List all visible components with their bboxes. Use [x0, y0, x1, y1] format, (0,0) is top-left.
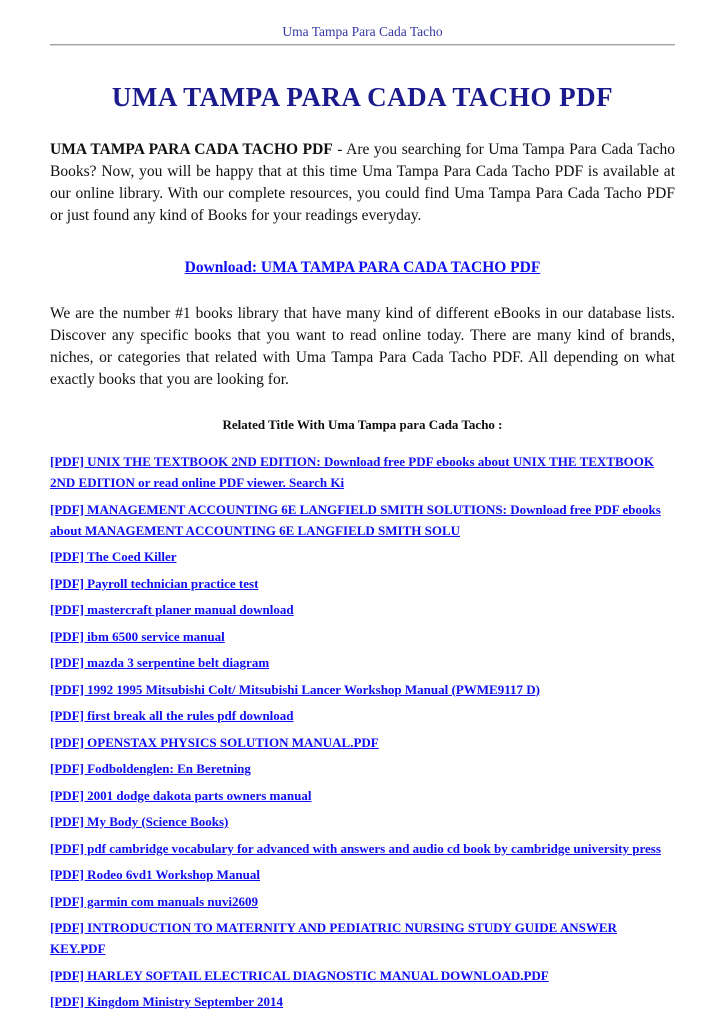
- related-pdf-link[interactable]: [PDF] The Coed Killer: [50, 549, 177, 564]
- intro-lead-rest: - Are you searching for Uma Tampa Para Cada Tacho Books? Now, you will be happy that at this time Uma Tampa Para Cada Tacho PDF is available at our online library. With our complete resources, you could find Uma Tampa Para Cada Tacho PDF or just found any kind of Books for your readings everyday.: [50, 141, 675, 224]
- related-pdf-link[interactable]: [PDF] MANAGEMENT ACCOUNTING 6E LANGFIELD SMITH SOLUTIONS: Download free PDF ebooks about MANAGEMENT ACCOUNTING 6E LANGFIELD SMITH SOLU: [50, 501, 661, 538]
- intro-paragraph: [50, 139, 675, 227]
- related-pdf-link[interactable]: [PDF] ibm 6500 service manual: [50, 628, 225, 644]
- related-pdf-link[interactable]: [PDF] Fodboldenglen: En Beretning: [50, 761, 251, 776]
- related-pdf-link[interactable]: [PDF] 1992 1995 Mitsubishi Colt/ Mitsubishi Lancer Workshop Manual (PWME9117 D): [50, 681, 540, 697]
- related-pdf-link[interactable]: [PDF] mazda 3 serpentine belt diagram: [50, 655, 270, 670]
- page-title: UMA TAMPA PARA CADA TACHO PDF: [111, 82, 614, 112]
- related-pdf-link[interactable]: [PDF] pdf cambridge vocabulary for advanced with answers and audio cd book by cambridge university press: [50, 840, 661, 856]
- intro-lead-bold: UMA TAMPA PARA CADA TACHO PDF: [50, 141, 333, 158]
- related-pdf-link[interactable]: [PDF] My Body (Science Books): [50, 814, 229, 829]
- download-link[interactable]: Download: UMA TAMPA PARA CADA TACHO PDF: [184, 259, 541, 276]
- running-header-title: Uma Tampa Para Cada Tacho: [282, 24, 443, 39]
- related-pdf-link[interactable]: [PDF] Payroll technician practice test: [50, 575, 259, 591]
- related-pdf-link[interactable]: [PDF] HARLEY SOFTAIL ELECTRICAL DIAGNOSTIC MANUAL DOWNLOAD.PDF: [50, 967, 549, 983]
- header-divider: [50, 44, 675, 46]
- related-pdf-link[interactable]: [PDF] Rodeo 6vd1 Workshop Manual: [50, 867, 260, 882]
- related-pdf-link[interactable]: [PDF] mastercraft planer manual download: [50, 602, 294, 617]
- related-pdf-link[interactable]: [PDF] INTRODUCTION TO MATERNITY AND PEDIATRIC NURSING STUDY GUIDE ANSWER KEY.PDF: [50, 920, 617, 956]
- related-pdf-link[interactable]: [PDF] UNIX THE TEXTBOOK 2ND EDITION: Download free PDF ebooks about UNIX THE TEXTBOOK 2ND EDITION or read online PDF viewer. Search Ki: [50, 454, 654, 490]
- related-title-heading: Related Title With Uma Tampa para Cada Tacho :: [222, 417, 503, 432]
- related-pdf-link[interactable]: [PDF] 2001 dodge dakota parts owners manual: [50, 787, 312, 803]
- related-pdf-link[interactable]: [PDF] first break all the rules pdf download: [50, 708, 294, 723]
- related-links-list: [50, 451, 675, 1012]
- download-row: [50, 259, 675, 277]
- related-pdf-link[interactable]: [PDF] OPENSTAX PHYSICS SOLUTION MANUAL.PDF: [50, 734, 379, 750]
- description-paragraph: We are the number #1 books library that have many kind of different eBooks in our database lists. Discover any specific books that you want to read online today. There are many kind of brands, niches, or categories that related with Uma Tampa Para Cada Tacho PDF. All depending on what exactly books that you are looking for.: [50, 305, 675, 388]
- related-pdf-link[interactable]: [PDF] Kingdom Ministry September 2014: [50, 994, 284, 1009]
- related-pdf-link[interactable]: [PDF] garmin com manuals nuvi2609: [50, 893, 258, 909]
